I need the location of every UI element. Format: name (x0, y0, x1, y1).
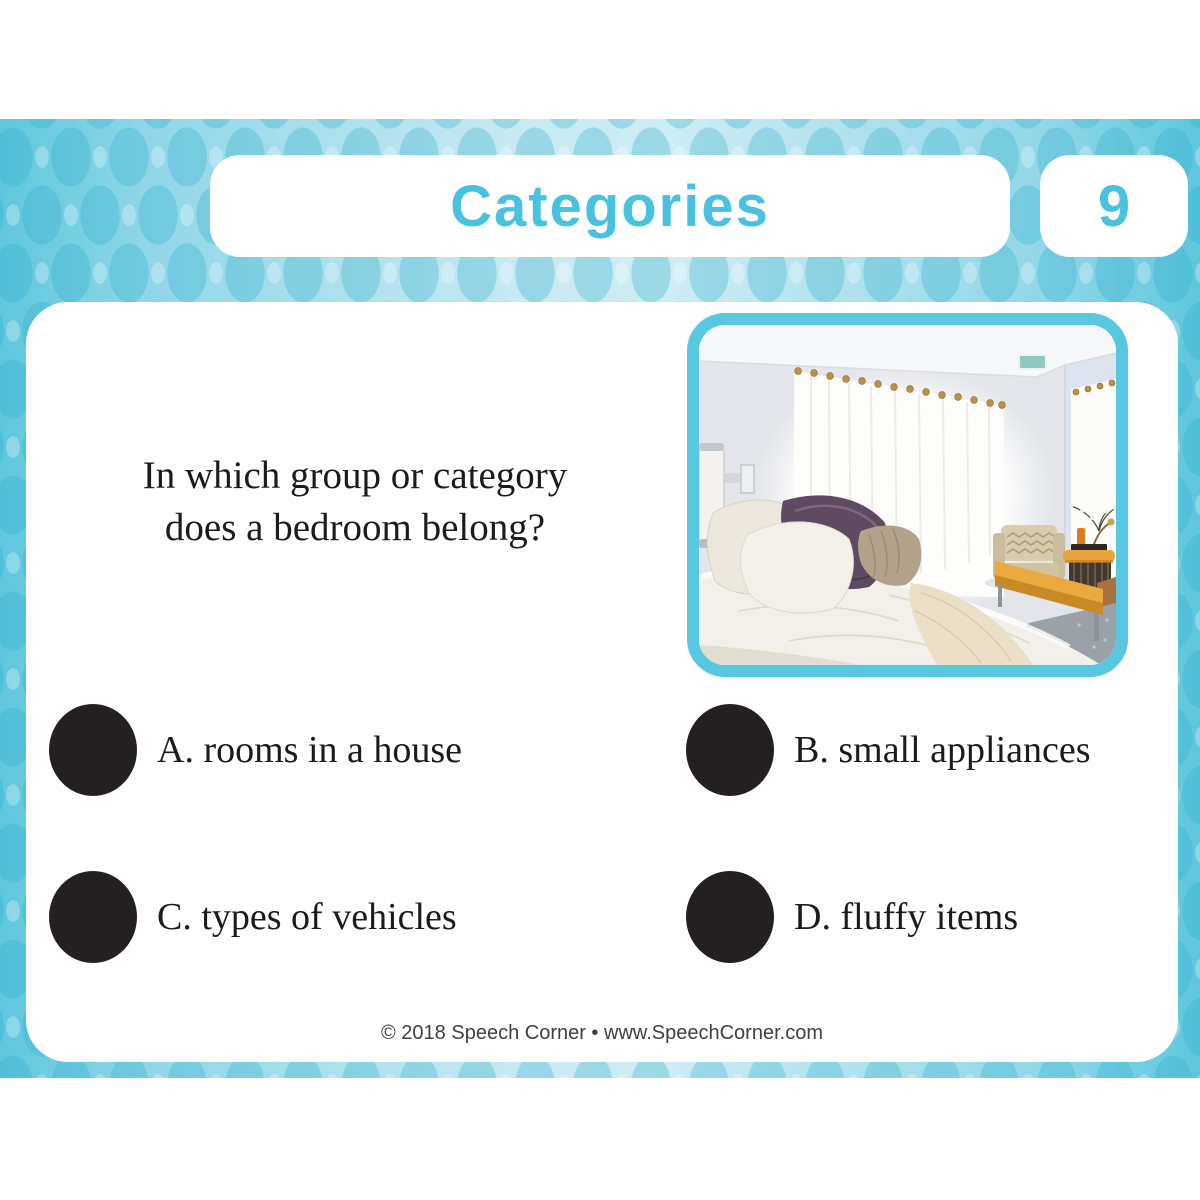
question-line-1: In which group or category (142, 454, 568, 497)
card-number-badge (1040, 155, 1188, 257)
answer-dot-c[interactable] (49, 871, 137, 963)
page-title: Categories (450, 173, 770, 239)
option-a[interactable] (49, 706, 462, 794)
answer-dot-b[interactable] (686, 704, 774, 796)
card-number: 9 (1097, 173, 1131, 239)
option-c-label: C. types of vehicles (157, 896, 457, 938)
question-text (55, 450, 655, 554)
copyright-text: © 2018 Speech Corner • www.SpeechCorner.com (381, 1022, 823, 1044)
card-title-box (210, 155, 1010, 257)
answer-dot-d[interactable] (686, 871, 774, 963)
option-a-label: A. rooms in a house (157, 729, 463, 771)
flashcard-body (26, 302, 1178, 1062)
answer-dot-a[interactable] (49, 704, 137, 796)
option-c[interactable] (49, 873, 457, 961)
question-line-2: does a bedroom belong? (164, 505, 546, 549)
option-d-label: D. fluffy items (794, 896, 1019, 938)
option-b[interactable] (686, 706, 1091, 794)
bedroom-illustration (699, 325, 1116, 665)
bedroom-photo (687, 313, 1128, 677)
option-b-label: B. small appliances (794, 729, 1091, 771)
option-d[interactable] (686, 873, 1018, 961)
